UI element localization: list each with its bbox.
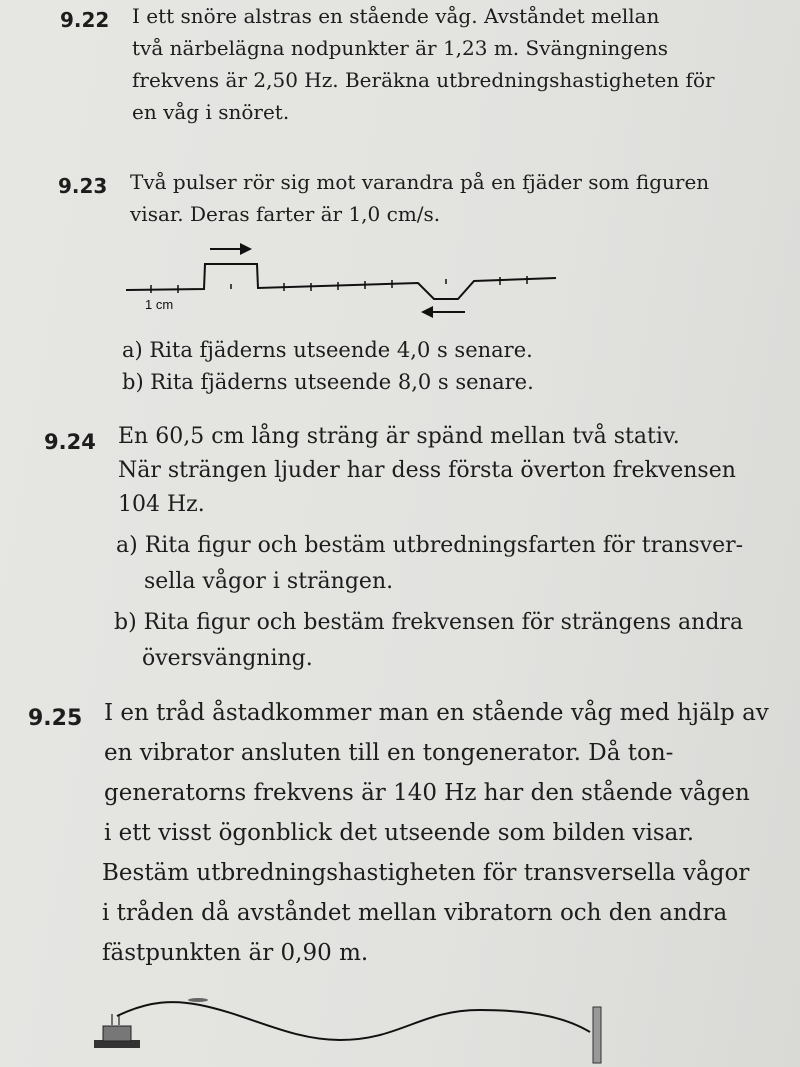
problem-part: sella vågor i strängen. [144, 569, 394, 594]
pulse-figure [0, 230, 800, 330]
problem-part: a) Rita figur och bestäm utbredningsfarten för transver- [116, 533, 744, 558]
problem-text: i tråden då avståndet mellan vibratorn och den andra [102, 900, 728, 926]
scale-label: 1 cm [145, 297, 174, 312]
standing-wave-figure [0, 980, 800, 1067]
problem-text: Två pulser rör sig mot varandra på en fjäder som figuren [130, 170, 710, 194]
problem-number: 9.25 [28, 706, 83, 731]
problem-part: översvängning. [142, 646, 313, 671]
problem-number: 9.23 [58, 174, 108, 198]
problem-text: I en tråd åstadkommer man en stående våg med hjälp av [104, 700, 769, 726]
problem-text: fästpunkten är 0,90 m. [102, 940, 369, 966]
problem-text: frekvens är 2,50 Hz. Beräkna utbredningshastigheten för [132, 68, 715, 92]
problem-text: En 60,5 cm lång sträng är spänd mellan två stativ. [118, 424, 680, 449]
problem-text: en våg i snöret. [132, 100, 290, 124]
problem-part: b) Rita figur och bestäm frekvensen för strängens andra [114, 610, 744, 635]
problem-part: b) Rita fjäderns utseende 8,0 s senare. [122, 370, 534, 394]
problem-text: Bestäm utbredningshastigheten för transversella vågor [102, 860, 750, 886]
problem-text: I ett snöre alstras en stående våg. Avståndet mellan [132, 4, 660, 28]
problem-text: generatorns frekvens är 140 Hz har den stående vågen [104, 780, 750, 806]
problem-text: visar. Deras farter är 1,0 cm/s. [130, 202, 441, 226]
problem-text: i ett visst ögonblick det utseende som bilden visar. [104, 820, 695, 846]
problem-text: 104 Hz. [118, 492, 205, 517]
problem-text: två närbelägna nodpunkter är 1,23 m. Svängningens [132, 36, 669, 60]
problem-part: a) Rita fjäderns utseende 4,0 s senare. [122, 338, 533, 362]
problem-text: När strängen ljuder har dess första överton frekvensen [118, 458, 736, 483]
problem-number: 9.24 [44, 430, 96, 454]
problem-text: en vibrator ansluten till en tongenerator. Då ton- [104, 740, 674, 766]
problem-number: 9.22 [60, 8, 110, 32]
